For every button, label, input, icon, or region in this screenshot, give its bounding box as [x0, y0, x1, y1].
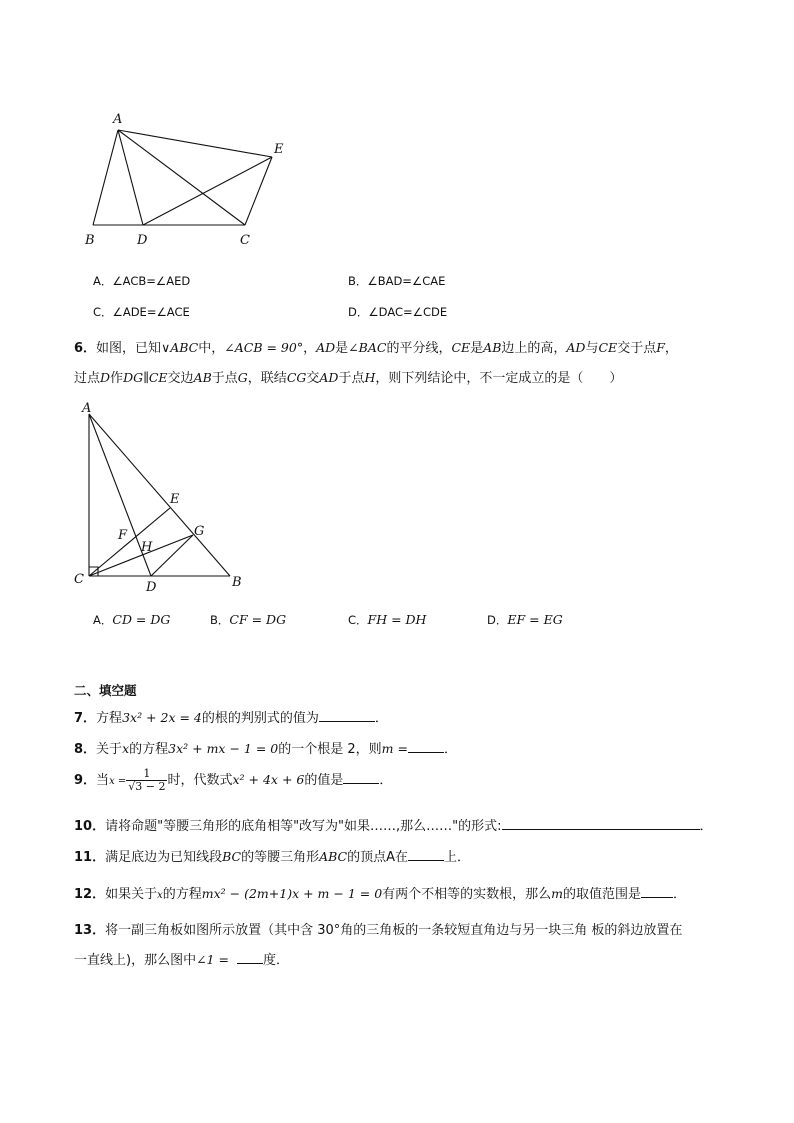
q8-text: 关于	[96, 742, 123, 757]
q6-option-b-math: CF = DG	[229, 612, 287, 627]
q6-math: AD	[316, 340, 336, 355]
segment-de	[143, 157, 272, 225]
q8	[74, 738, 457, 757]
q6-text: ，则下列结论中，不一定成立的是（ ）	[375, 371, 623, 386]
q6-math: H	[364, 370, 376, 385]
q11-answer-blank[interactable]	[408, 848, 444, 861]
q11-math: BC	[222, 849, 242, 864]
q7	[74, 707, 388, 726]
q6-math: ∠BAC	[348, 340, 387, 355]
q6-text: 作	[110, 371, 124, 386]
q5-option-d[interactable]: D．∠DAC=∠CDE	[348, 305, 448, 319]
q12-math: m	[551, 886, 564, 901]
q6-text: 过点	[74, 371, 101, 386]
q12-number: 12．	[74, 887, 106, 902]
q13-answer-blank[interactable]	[237, 951, 263, 964]
figure-right-triangle-abc	[0, 390, 300, 600]
q12-answer-blank[interactable]	[641, 885, 673, 898]
q8-number: 8．	[74, 742, 97, 757]
q13-line2	[74, 949, 289, 968]
q8-math: m =	[381, 741, 408, 756]
q13-text: 将一副三角板如图所示放置（其中含 30°角的三角板的一条较短直角边与另一块三角 板的斜边放置在	[105, 923, 683, 938]
q6-number: 6．	[74, 341, 97, 356]
label-d: D	[146, 580, 157, 595]
label-a: A	[82, 401, 92, 416]
q6-text: 于点	[338, 371, 365, 386]
q12-text: 的取值范围是	[563, 887, 642, 902]
segment-ab	[93, 130, 118, 225]
q11	[74, 846, 470, 865]
q6-math: AB	[483, 340, 502, 355]
q11-text: 上．	[444, 850, 471, 865]
q12-text: ．	[673, 887, 687, 902]
q12	[74, 883, 686, 902]
q8-answer-blank[interactable]	[408, 740, 444, 753]
q6-option-c-math: FH = DH	[367, 612, 427, 627]
label-g: G	[194, 524, 205, 539]
q6-text: 中，	[198, 341, 225, 356]
q6-text: 于点	[211, 371, 238, 386]
segment-dg	[151, 535, 193, 576]
q11-math: ABC	[319, 849, 348, 864]
q6-text: 是	[335, 341, 349, 356]
q11-text: 满足底边为已知线段	[105, 850, 223, 865]
q6-option-c-prefix: C．	[348, 613, 368, 627]
label-b: B	[232, 575, 242, 590]
q8-math: x	[122, 741, 130, 756]
q9-fraction-numerator: 1	[126, 768, 167, 781]
q7-text: 的根的判别式的值为	[201, 711, 319, 726]
q6-option-a-math: CD = DG	[112, 612, 171, 627]
q10-answer-blank[interactable]	[502, 817, 700, 830]
label-f: F	[118, 528, 128, 543]
q11-text: 的顶点A在	[347, 850, 409, 865]
q9-text: 当	[96, 773, 110, 788]
label-b: B	[85, 233, 95, 248]
q6-option-b[interactable]	[210, 612, 286, 628]
q6-text: 与	[585, 341, 599, 356]
q6-option-d[interactable]	[487, 612, 563, 628]
label-e: E	[274, 142, 284, 157]
q9-fraction-denominator: √3 − 2	[128, 780, 166, 793]
q6-math: AB	[193, 370, 212, 385]
q6-text: ，联结	[247, 371, 287, 386]
segment-ae	[118, 130, 272, 157]
q6-math: ∠ACB = 90°	[224, 340, 304, 355]
q9-text: ．	[379, 773, 393, 788]
q6-option-a[interactable]	[93, 612, 170, 628]
q6-text: ，	[664, 341, 678, 356]
q13-text: 一直线上)，那么图中	[74, 953, 197, 968]
label-c: C	[74, 572, 84, 587]
q8-math: 3x² + mx − 1 = 0	[168, 741, 279, 756]
q6-text: 交	[306, 371, 320, 386]
q6-math: AD	[319, 370, 339, 385]
q6-text: ，	[303, 341, 317, 356]
q13-math: ∠1 =	[196, 952, 229, 967]
q10	[74, 815, 713, 834]
q6-math: CE	[598, 340, 618, 355]
segment-ce	[245, 157, 272, 225]
label-c: C	[240, 233, 250, 248]
q6-line1	[74, 337, 678, 356]
q12-math: x	[157, 890, 163, 901]
q6-text: 交边	[167, 371, 194, 386]
q8-text: ．	[443, 742, 457, 757]
q6-text: 边上的高，	[501, 341, 567, 356]
q6-text: 交于点	[617, 341, 657, 356]
q9-number: 9．	[74, 773, 97, 788]
segment-ad	[118, 130, 143, 225]
q6-text: 是	[470, 341, 484, 356]
q13-text: 度．	[262, 953, 289, 968]
q8-text: 的一个根是 2，则	[278, 742, 382, 757]
q9-text: 的值是	[304, 773, 344, 788]
section-title: 二、填空题	[74, 683, 137, 698]
q6-option-c[interactable]	[348, 612, 426, 628]
q6-text: 的平分线，	[386, 341, 452, 356]
q9-text: 时，代数式	[167, 773, 233, 788]
q9	[74, 768, 392, 793]
q11-number: 11．	[74, 850, 106, 865]
label-a: A	[113, 112, 123, 127]
q11-text: 的等腰三角形	[241, 850, 320, 865]
q6-line2	[74, 367, 622, 386]
q7-text: ．	[374, 711, 388, 726]
q6-math: F	[656, 340, 665, 355]
q6-math: D	[100, 370, 111, 385]
q6-math: CG	[286, 370, 307, 385]
label-d: D	[137, 233, 148, 248]
q12-text: 有两个不相等的实数根，那么	[382, 887, 552, 902]
q5-option-a[interactable]: A．∠ACB=∠AED	[93, 274, 191, 288]
q7-answer-blank[interactable]	[319, 709, 375, 722]
q6-math: CE	[451, 340, 471, 355]
label-h: H	[141, 540, 153, 555]
q6-text: 如图，已知	[96, 341, 162, 356]
q12-math: mx² − (2m+1)x + m − 1 = 0	[201, 886, 383, 901]
q10-text: 请将命题"等腰三角形的底角相等"改写为"如果……,那么……"的形式:	[105, 819, 502, 834]
q12-text: 的方程	[162, 887, 202, 902]
q7-math: 3x² + 2x = 4	[122, 710, 202, 725]
q5-option-c[interactable]: C．∠ADE=∠ACE	[93, 305, 190, 319]
q6-option-b-prefix: B．	[210, 613, 230, 627]
q6-math: G	[237, 370, 248, 385]
q6-option-d-math: EF = EG	[507, 612, 563, 627]
q7-text: 方程	[96, 711, 123, 726]
q6-math: AD	[566, 340, 586, 355]
q7-number: 7．	[74, 711, 97, 726]
segment-ce	[89, 508, 170, 576]
figure-quadrilateral-abce	[0, 0, 320, 260]
q9-math: x =	[109, 776, 127, 787]
q6-math: DG∥CE	[123, 370, 168, 385]
segment-ab	[89, 414, 230, 576]
q9-math: x² + 4x + 6	[232, 772, 305, 787]
q9-fraction	[126, 768, 167, 793]
q10-number: 10．	[74, 819, 106, 834]
q13-line1	[74, 919, 682, 938]
q5-option-b[interactable]: B．∠BAD=∠CAE	[348, 274, 446, 288]
q9-answer-blank[interactable]	[343, 771, 379, 784]
q10-text: ．	[699, 819, 713, 834]
q8-text: 的方程	[129, 742, 169, 757]
q13-number: 13．	[74, 923, 106, 938]
label-e: E	[170, 492, 180, 507]
q6-option-a-prefix: A．	[93, 613, 113, 627]
q6-option-d-prefix: D．	[487, 613, 508, 627]
segment-ac	[118, 130, 245, 225]
q12-text: 如果关于	[105, 887, 158, 902]
q6-math: ∨ABC	[161, 340, 199, 355]
